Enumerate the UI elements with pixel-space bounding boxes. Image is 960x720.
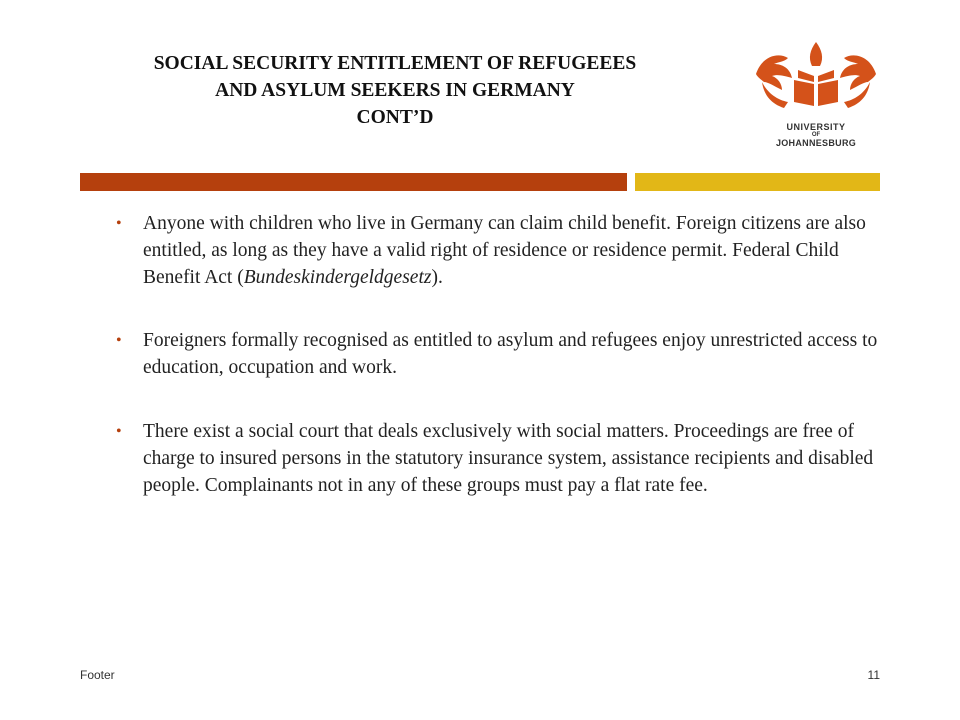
slide-title-line-3: CONT’D (356, 107, 434, 128)
accent-band-left (80, 173, 627, 191)
slide-title (80, 50, 710, 131)
accent-band-right (635, 173, 880, 191)
bullet-text-italic: Bundeskindergeldgesetz (243, 267, 432, 288)
bullet-item (116, 210, 886, 291)
bullet-text-end: ). (431, 267, 443, 288)
bullet-item (116, 418, 886, 499)
slide-title-line-2: AND ASYLUM SEEKERS IN GERMANY (215, 80, 575, 101)
slide-title-line-1: SOCIAL SECURITY ENTITLEMENT OF REFUGEEES (153, 53, 637, 74)
logo-text-university: UNIVERSITY (786, 122, 846, 132)
bullet-marker: • (116, 215, 122, 232)
bullet-text: Foreigners formally recognised as entitled to asylum and refugees enjoy unrestricted access to education, occupation and work. (143, 330, 878, 378)
page-number: 11 (867, 668, 880, 682)
bullet-text: There exist a social court that deals exclusively with social matters. Proceedings are free of charge to insured persons in the statutory insurance system, assistance recipients and disabled people. Complainants not in any of these groups must pay a flat rate fee. (143, 421, 874, 496)
logo-text-of: OF (811, 132, 821, 138)
bullet-list (116, 210, 886, 535)
university-crest-icon (748, 38, 884, 122)
bullet-text: Anyone with children who live in Germany can claim child benefit. Foreign citizens are also entitled, as long as they have a valid right of residence or residence permit. Federal Child Benefit Act ( (143, 213, 866, 288)
university-logo (748, 38, 884, 150)
bullet-item (116, 327, 886, 381)
bullet-marker: • (116, 423, 122, 440)
bullet-marker: • (116, 332, 122, 349)
footer-text: Footer (80, 668, 115, 682)
logo-text-johannesburg: JOHANNESBURG (775, 138, 857, 148)
